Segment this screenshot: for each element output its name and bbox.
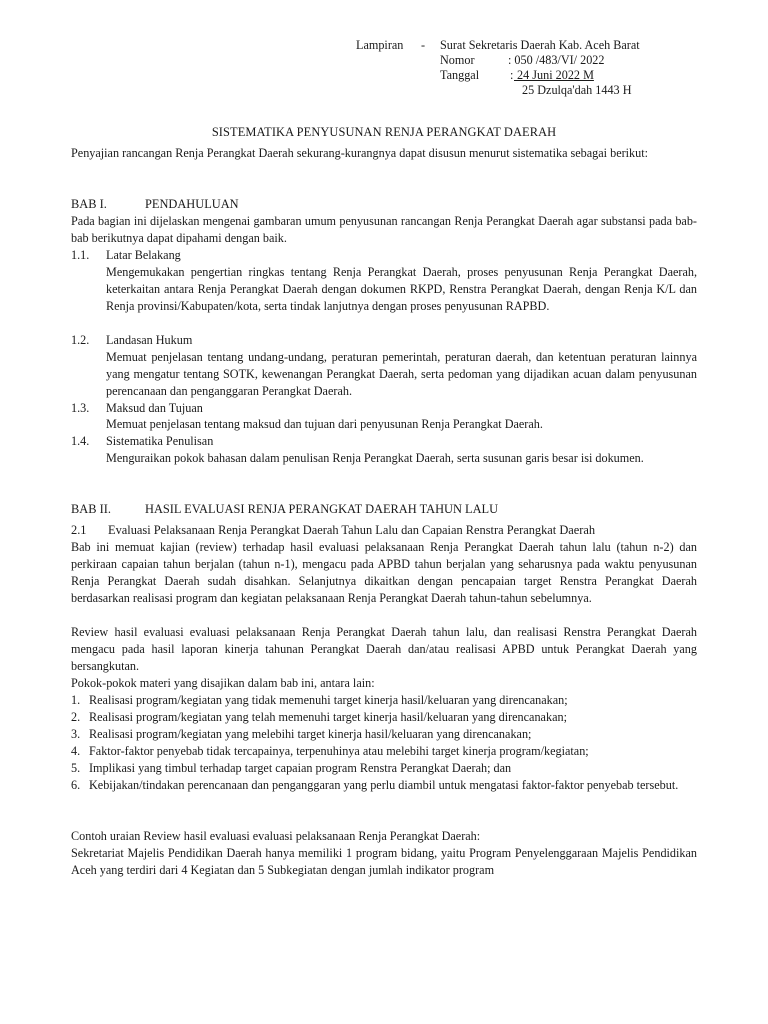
bab1-title: PENDAHULUAN (145, 197, 239, 211)
section-1-1-number: 1.1. (71, 248, 90, 262)
section-1-3-title: Maksud dan Tujuan (106, 401, 203, 415)
hijri-date: 25 Dzulqa'dah 1443 H (522, 83, 632, 97)
section-1-3-text: Memuat penjelasan tentang maksud dan tujuan dari penyusunan Renja Perangkat Daerah. (106, 417, 543, 431)
section-1-2-number: 1.2. (71, 333, 90, 347)
section-1-2-text: Memuat penjelasan tentang undang-undang, peraturan pemerintah, peraturan daerah, dan ketentuan peraturan lainnya yang mengatur tentang SOTK, kewenangan Perangkat Daerah, serta pedoman yang dijadikan acuan dalam penyusunan perencanaan dan penganggaran Perangkat Daerah. (106, 350, 697, 398)
lampiran-label: Lampiran (356, 38, 404, 52)
bab2-paragraph-2: Review hasil evaluasi evaluasi pelaksanaan Renja Perangkat Daerah tahun lalu, dan realisasi Renstra Perangkat Daerah mengacu pada hasil laporan kinerja tahunan Perangkat Daerah dan/atau realisasi APBD untuk Perangkat Daerah yang bersangkutan. (71, 625, 697, 673)
nomor-label: Nomor (440, 53, 475, 67)
section-1-4-text: Menguraikan pokok bahasan dalam penulisan Renja Perangkat Daerah, serta susunan garis besar isi dokumen. (106, 451, 644, 465)
list-item-number: 5. (71, 761, 81, 775)
subsection-2-1-number: 2.1 (71, 523, 87, 537)
bab1-paragraph: Pada bagian ini dijelaskan mengenai gambaran umum penyusunan rancangan Renja Perangkat Daerah agar substansi pada bab-bab berikutnya dapat dipahami dengan baik. (71, 214, 697, 245)
nomor-value: : 050 /483/VI/ 2022 (508, 53, 605, 67)
list-item-text: Realisasi program/kegiatan yang telah memenuhi target kinerja hasil/keluaran yang direncanakan; (89, 710, 567, 724)
lampiran-dash: - (421, 38, 426, 52)
tanggal-label: Tanggal (440, 68, 480, 82)
tanggal-value: 24 Juni 2022 M (514, 68, 594, 82)
section-1-2-title: Landasan Hukum (106, 333, 193, 347)
bab2-paragraph-1: Bab ini memuat kajian (review) terhadap hasil evaluasi pelaksanaan Renja Perangkat Daerah tahun lalu (tahun n-2) dan perkiraan capaian tahun berjalan (tahun n-1), mengacu pada APBD tahun berjalan yang seharusnya pada waktu penyusunan Renja Perangkat Daerah sudah disahkan. Selanjutnya dikaitkan dengan pencapaian target Renstra Perangkat Daerah berdasarkan realisasi program dan kegiatan pelaksanaan Renja Perangkat Daerah tahun-tahun sebelumnya. (71, 540, 697, 605)
bab2-title: HASIL EVALUASI RENJA PERANGKAT DAERAH TAHUN LALU (145, 502, 499, 516)
list-item-text: Kebijakan/tindakan perencanaan dan penganggaran yang perlu diambil untuk mengatasi faktor-faktor penyebab tersebut. (89, 778, 679, 792)
example-paragraph: Sekretariat Majelis Pendidikan Daerah hanya memiliki 1 program bidang, yaitu Program Penyelenggaraan Majelis Pendidikan Aceh yang terdiri dari 4 Kegiatan dan 5 Subkegiatan dengan jumlah indikator program (71, 846, 697, 877)
section-1-4-title: Sistematika Penulisan (106, 434, 214, 448)
subsection-2-1-title: Evaluasi Pelaksanaan Renja Perangkat Daerah Tahun Lalu dan Capaian Renstra Perangkat Daerah (108, 523, 596, 537)
intro-paragraph: Penyajian rancangan Renja Perangkat Daerah sekurang-kurangnya dapat disusun menurut sistematika sebagai berikut: (71, 146, 649, 160)
list-item-text: Implikasi yang timbul terhadap target capaian program Renstra Perangkat Daerah; dan (89, 761, 512, 775)
list-item-number: 4. (71, 744, 81, 758)
tanggal-colon: : (510, 68, 514, 82)
list-item-text: Realisasi program/kegiatan yang melebihi target kinerja hasil/keluaran yang direncanakan; (89, 727, 532, 741)
section-1-1-text: Mengemukakan pengertian ringkas tentang Renja Perangkat Daerah, proses penyusunan Renja Perangkat Daerah, keterkaitan antara Renja Perangkat Daerah dengan dokumen RKPD, Renstra Perangkat Daerah, dengan Renja K/L dan Renja provinsi/Kabupaten/kota, serta tindak lanjutnya dengan proses penyusunan RAPBD. (106, 265, 697, 313)
document-title: SISTEMATIKA PENYUSUNAN RENJA PERANGKAT DAERAH (211, 125, 557, 139)
list-item-text: Faktor-faktor penyebab tidak tercapainya, terpenuhinya atau melebihi target kinerja program/kegiatan; (89, 744, 589, 758)
section-1-1-title: Latar Belakang (106, 248, 181, 262)
section-1-4-number: 1.4. (71, 434, 90, 448)
example-title: Contoh uraian Review hasil evaluasi evaluasi pelaksanaan Renja Perangkat Daerah: (71, 829, 481, 843)
list-item-text: Realisasi program/kegiatan yang tidak memenuhi target kinerja hasil/keluaran yang direncanakan; (89, 693, 568, 707)
list-item-number: 2. (71, 710, 81, 724)
bab2-number: BAB II. (71, 502, 111, 516)
list-item-number: 3. (71, 727, 81, 741)
lampiran-value: Surat Sekretaris Daerah Kab. Aceh Barat (440, 38, 640, 52)
list-intro: Pokok-pokok materi yang disajikan dalam bab ini, antara lain: (71, 676, 375, 690)
section-1-3-number: 1.3. (71, 401, 90, 415)
list-item-number: 1. (71, 693, 81, 707)
list-item-number: 6. (71, 778, 81, 792)
bab1-number: BAB I. (71, 197, 107, 211)
